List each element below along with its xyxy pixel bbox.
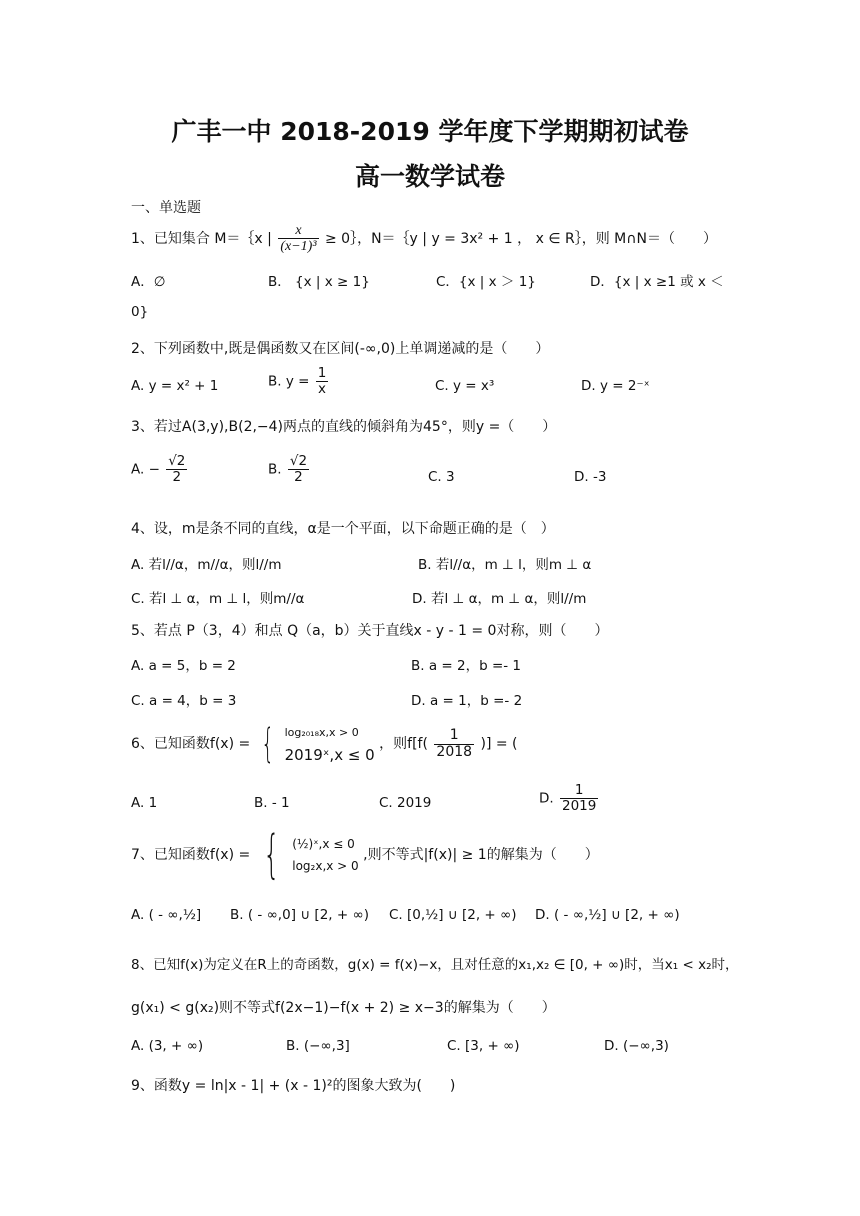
q3-option-b-prefix: B. xyxy=(268,461,282,478)
q1-prefix: 1、已知集合 M＝｛x | xyxy=(131,230,272,247)
q7-option-a: A. ( - ∞,½] xyxy=(131,907,202,923)
q2-option-d: D. y = 2⁻ˣ xyxy=(581,378,650,394)
question-7-stem xyxy=(131,825,599,885)
q3-option-b-denominator: 2 xyxy=(294,468,303,485)
q1-option-c: C．{x | x ＞ 1} xyxy=(436,274,536,290)
q6-option-a: A. 1 xyxy=(131,795,158,811)
exam-subtitle: 高一数学试卷 xyxy=(354,162,505,191)
q2-option-a: A. y = x² + 1 xyxy=(131,378,219,394)
q6-option-d-fraction xyxy=(560,783,598,814)
q6-option-d-prefix: D. xyxy=(539,790,554,807)
q1-option-b: B． {x | x ≥ 1} xyxy=(268,274,370,290)
q6-case-1: log₂₀₁₈x,x > 0 xyxy=(284,726,359,739)
q1-fraction xyxy=(278,223,318,255)
q6-fraction-denominator: 2018 xyxy=(436,743,473,760)
q5-option-b: B. a = 2，b =- 1 xyxy=(411,658,522,674)
section-heading: 一、单选题 xyxy=(131,200,201,216)
q8-option-b: B. (−∞,3] xyxy=(286,1038,350,1054)
question-6-stem xyxy=(131,722,518,766)
q7-option-d: D. ( - ∞,½] ∪ [2, + ∞) xyxy=(535,907,680,923)
q1-option-d: D．{x | x ≥1 或 x ＜ xyxy=(590,274,724,290)
q2-option-b-fraction xyxy=(316,366,329,397)
q1-fraction-numerator: x xyxy=(278,223,318,239)
q3-option-b xyxy=(268,454,311,485)
question-8-line-2: g(x₁) < g(x₂)则不等式f(2x−1)−f(x + 2) ≥ x−3的解集为（ ） xyxy=(131,1000,556,1016)
q4-option-c: C. 若l ⊥ α，m ⊥ l，则m//α xyxy=(131,591,305,607)
q5-option-c: C. a = 4，b = 3 xyxy=(131,693,237,709)
q3-option-a-denominator: 2 xyxy=(172,468,182,485)
question-5-stem: 5、若点 P（3，4）和点 Q（a，b）关于直线x - y - 1 = 0对称，则（ ） xyxy=(131,623,609,639)
q3-option-b-fraction xyxy=(288,454,309,485)
q3-option-a-fraction xyxy=(166,454,187,485)
q6-fraction xyxy=(434,728,474,760)
q6-prefix: 6、已知函数f(x) = xyxy=(131,736,251,752)
q8-option-a: A. (3, + ∞) xyxy=(131,1038,204,1054)
question-2-stem: 2、下列函数中,既是偶函数又在区间(-∞,0)上单调递减的是（ ） xyxy=(131,341,550,357)
question-3-stem: 3、若过A(3,y),B(2,−4)两点的直线的倾斜角为45°，则y =（ ） xyxy=(131,419,557,435)
q6-suffix: )] = ( xyxy=(480,736,518,752)
q3-option-c: C. 3 xyxy=(428,469,455,485)
q2-option-b-numerator: 1 xyxy=(317,365,327,381)
q4-option-d: D. 若l ⊥ α，m ⊥ α，则l//m xyxy=(412,591,587,607)
q3-option-b-numerator: √2 xyxy=(289,453,308,469)
q6-left-brace-icon: { xyxy=(261,721,274,767)
q3-option-a-prefix: A. − xyxy=(131,461,160,478)
q6-cases xyxy=(285,722,375,766)
q2-option-b xyxy=(268,366,330,397)
q6-option-d-numerator: 1 xyxy=(560,783,598,799)
question-8-line-1: 8、已知f(x)为定义在R上的奇函数，g(x) = f(x)−x，且对任意的x₁,x₂ ∈ [0, + ∞)时，当x₁ < x₂时， xyxy=(131,957,739,973)
q1-rest: ≥ 0｝，N＝｛y | y = 3x² + 1 ， x ∈ R｝，则 M∩N＝（ ） xyxy=(324,230,717,247)
q8-option-c: C. [3, + ∞) xyxy=(447,1038,520,1054)
q7-option-c: C. [0,½] ∪ [2, + ∞) xyxy=(389,907,517,923)
q3-option-d: D. -3 xyxy=(574,469,607,485)
q7-option-b: B. ( - ∞,0] ∪ [2, + ∞) xyxy=(230,907,369,923)
q6-option-c: C. 2019 xyxy=(379,795,432,811)
question-1-stem xyxy=(131,223,717,255)
q7-case-2: log₂x,x > 0 xyxy=(292,859,359,873)
q6-option-d-denominator: 2019 xyxy=(561,797,597,814)
q4-option-a: A. 若l//α，m//α，则l//m xyxy=(131,557,282,573)
question-4-stem: 4、设，m是条不同的直线，α是一个平面，以下命题正确的是（ ） xyxy=(131,521,555,537)
q7-suffix: ,则不等式|f(x)| ≥ 1的解集为（ ） xyxy=(363,847,599,863)
q6-fraction-numerator: 1 xyxy=(434,728,474,744)
q6-option-d xyxy=(539,783,600,814)
q7-cases xyxy=(292,833,358,877)
q3-option-a xyxy=(131,454,189,485)
exam-title: 广丰一中 2018-2019 学年度下学期期初试卷 xyxy=(171,117,689,146)
q5-option-d: D. a = 1，b =- 2 xyxy=(411,693,523,709)
q6-middle: ，则f[f( xyxy=(379,736,428,752)
q2-option-b-prefix: B. y = xyxy=(268,373,310,390)
q1-fraction-denominator: (x−1)³ xyxy=(280,239,317,255)
question-9-stem: 9、函数y = ln|x - 1| + (x - 1)²的图象大致为( ) xyxy=(131,1078,456,1094)
q2-option-b-denominator: x xyxy=(318,380,327,397)
q4-option-b: B. 若l//α，m ⊥ l，则m ⊥ α xyxy=(418,557,592,573)
q2-option-c: C. y = x³ xyxy=(435,378,495,394)
q5-option-a: A. a = 5，b = 2 xyxy=(131,658,236,674)
q6-option-b: B. - 1 xyxy=(254,795,290,811)
q7-left-brace-icon: { xyxy=(262,825,280,885)
q1-option-d-continued: 0} xyxy=(131,304,149,320)
q6-case-2: 2019ˣ,x ≤ 0 xyxy=(284,746,375,764)
q7-prefix: 7、已知函数f(x) = xyxy=(131,847,251,863)
q8-option-d: D. (−∞,3) xyxy=(604,1038,669,1054)
q7-case-1: (½)ˣ,x ≤ 0 xyxy=(292,837,355,851)
q3-option-a-numerator: √2 xyxy=(168,453,186,469)
q1-option-a: A．∅ xyxy=(131,274,166,290)
